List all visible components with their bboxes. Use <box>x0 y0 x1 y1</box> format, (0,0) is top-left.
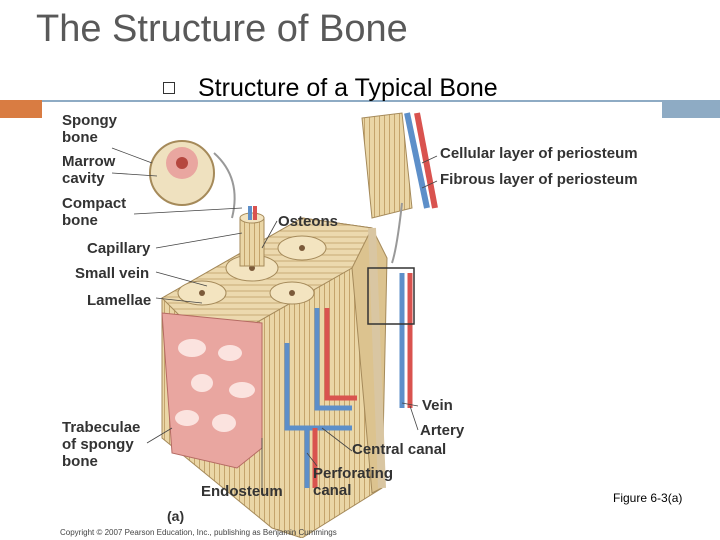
label-central-canal: Central canal <box>352 441 447 458</box>
label-marrow-cavity: Marrow cavity <box>62 153 116 187</box>
label-vein: Vein <box>422 397 453 414</box>
label-endosteum: Endosteum <box>201 483 283 500</box>
label-osteons: Osteons <box>278 213 339 230</box>
label-spongy-bone: Spongy bone <box>62 112 117 146</box>
label-compact-bone: Compact bone <box>62 195 127 229</box>
figure-caption: Figure 6-3(a) <box>613 491 683 505</box>
label-perforating-canal: Perforating canal <box>313 465 394 499</box>
bullet-text: Structure of a Typical Bone <box>198 74 498 102</box>
label-artery: Artery <box>420 422 465 439</box>
label-trabeculae: Trabeculae of spongy bone <box>62 419 141 470</box>
spongy-bone-region <box>162 313 262 468</box>
panel-label: (a) <box>167 508 185 524</box>
bullet-icon <box>163 82 175 94</box>
label-lamellae: Lamellae <box>87 292 152 309</box>
label-fibrous-periosteum: Fibrous layer of periosteum <box>440 171 638 188</box>
accent-bar-orange <box>0 100 42 118</box>
accent-bar-blue <box>662 100 720 118</box>
copyright-text: Copyright © 2007 Pearson Education, Inc., publishing as Benjamin Cummings <box>60 528 337 537</box>
bone-cross-section <box>150 141 235 218</box>
label-capillary: Capillary <box>87 240 151 257</box>
label-cellular-periosteum: Cellular layer of periosteum <box>440 145 638 162</box>
slide-title: The Structure of Bone <box>36 8 408 50</box>
label-small-vein: Small vein <box>75 265 150 282</box>
